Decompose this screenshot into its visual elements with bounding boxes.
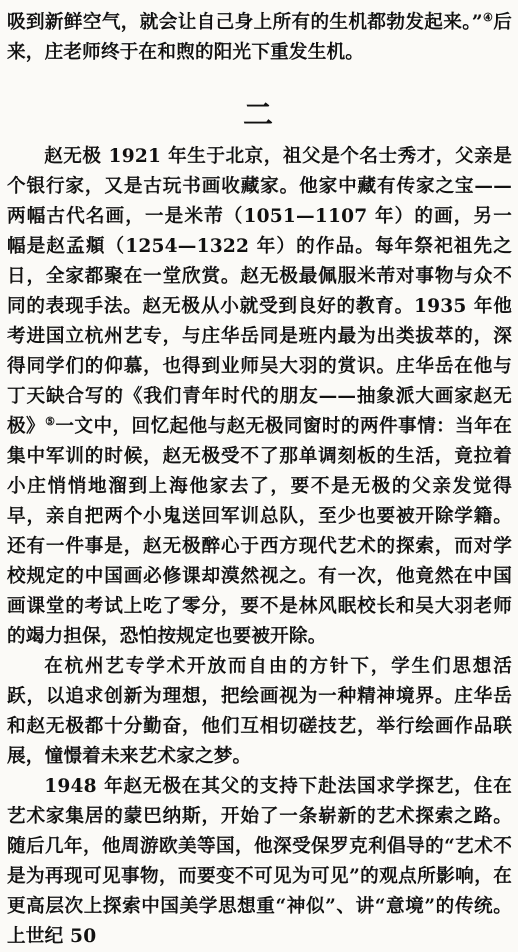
carryover-paragraph: [7, 8, 512, 68]
paragraph-1-part-a: 赵无极 1921 年生于北京，祖父是个名士秀才，父亲是个银行家，又是古玩书画收藏家。他家中藏有传家之宝——两幅古代名画，一是米芾（1051—1107 年）的画，另一幅是赵孟頫（1254—1322 年）的作品。每年祭祀祖先之日，全家都聚在一堂欣赏。赵无极最佩服米芾对事物与众不同的表现手法。赵无极从小就受到良好的教育。1935 年他考进国立杭州艺专，与庄华岳同是班内最为出类拔萃的，深得同学们的仰慕，也得到业师吴大羽的赏识。庄华岳在他与丁天缺合写的《我们青年时代的朋友——抽象派大画家赵无极》: [7, 146, 512, 437]
footnote-marker-4: ④: [482, 10, 494, 24]
body-text: [7, 142, 512, 952]
paragraph-2: 在杭州艺专学术开放而自由的方针下，学生们思想活跃，以追求创新为理想，把绘画视为一种精神境界。庄华岳和赵无极都十分勤奋，他们互相切磋技艺，举行绘画作品联展，憧憬着未来艺术家之梦。: [7, 656, 512, 767]
paragraph-3: 1948 年赵无极在其父的支持下赴法国求学探艺，住在艺术家集居的蒙巴纳斯，开始了一条崭新的艺术探索之路。随后几年，他周游欧美等国，他深受保罗克利倡导的“艺术不是为再现可见事物，而要变不可见为可见”的观点所影响，在更高层次上探索中国美学思想重“神似”、讲“意境”的传统。上世纪 50: [7, 776, 512, 947]
carryover-text: 吸到新鲜空气，就会让自己身上所有的生机都勃发起来。”: [7, 12, 483, 33]
paragraph-1: [7, 142, 512, 652]
carryover-text-cont: 后来，庄老师终于在和煦的阳光下重发生机。: [7, 12, 512, 63]
section-heading: 二: [243, 98, 275, 133]
footnote-marker-5: ⑤: [45, 414, 56, 428]
paragraph-1-part-b: 一文中，回忆起他与赵无极同窗时的两件事情：当年在集中军训的时候，赵无极受不了那单调刻板的生活，竟拉着小庄悄悄地溜到上海他家去了，要不是无极的父亲发觉得早，亲自把两个小鬼送回军训总队，至少也要被开除学籍。还有一件事是，赵无极醉心于西方现代艺术的探索，而对学校规定的中国画必修课却漠然视之。有一次，他竟然在中国画课堂的考试上吃了零分，要不是林风眠校长和吴大羽老师的竭力担保，恐怕按规定也要被开除。: [7, 416, 512, 647]
